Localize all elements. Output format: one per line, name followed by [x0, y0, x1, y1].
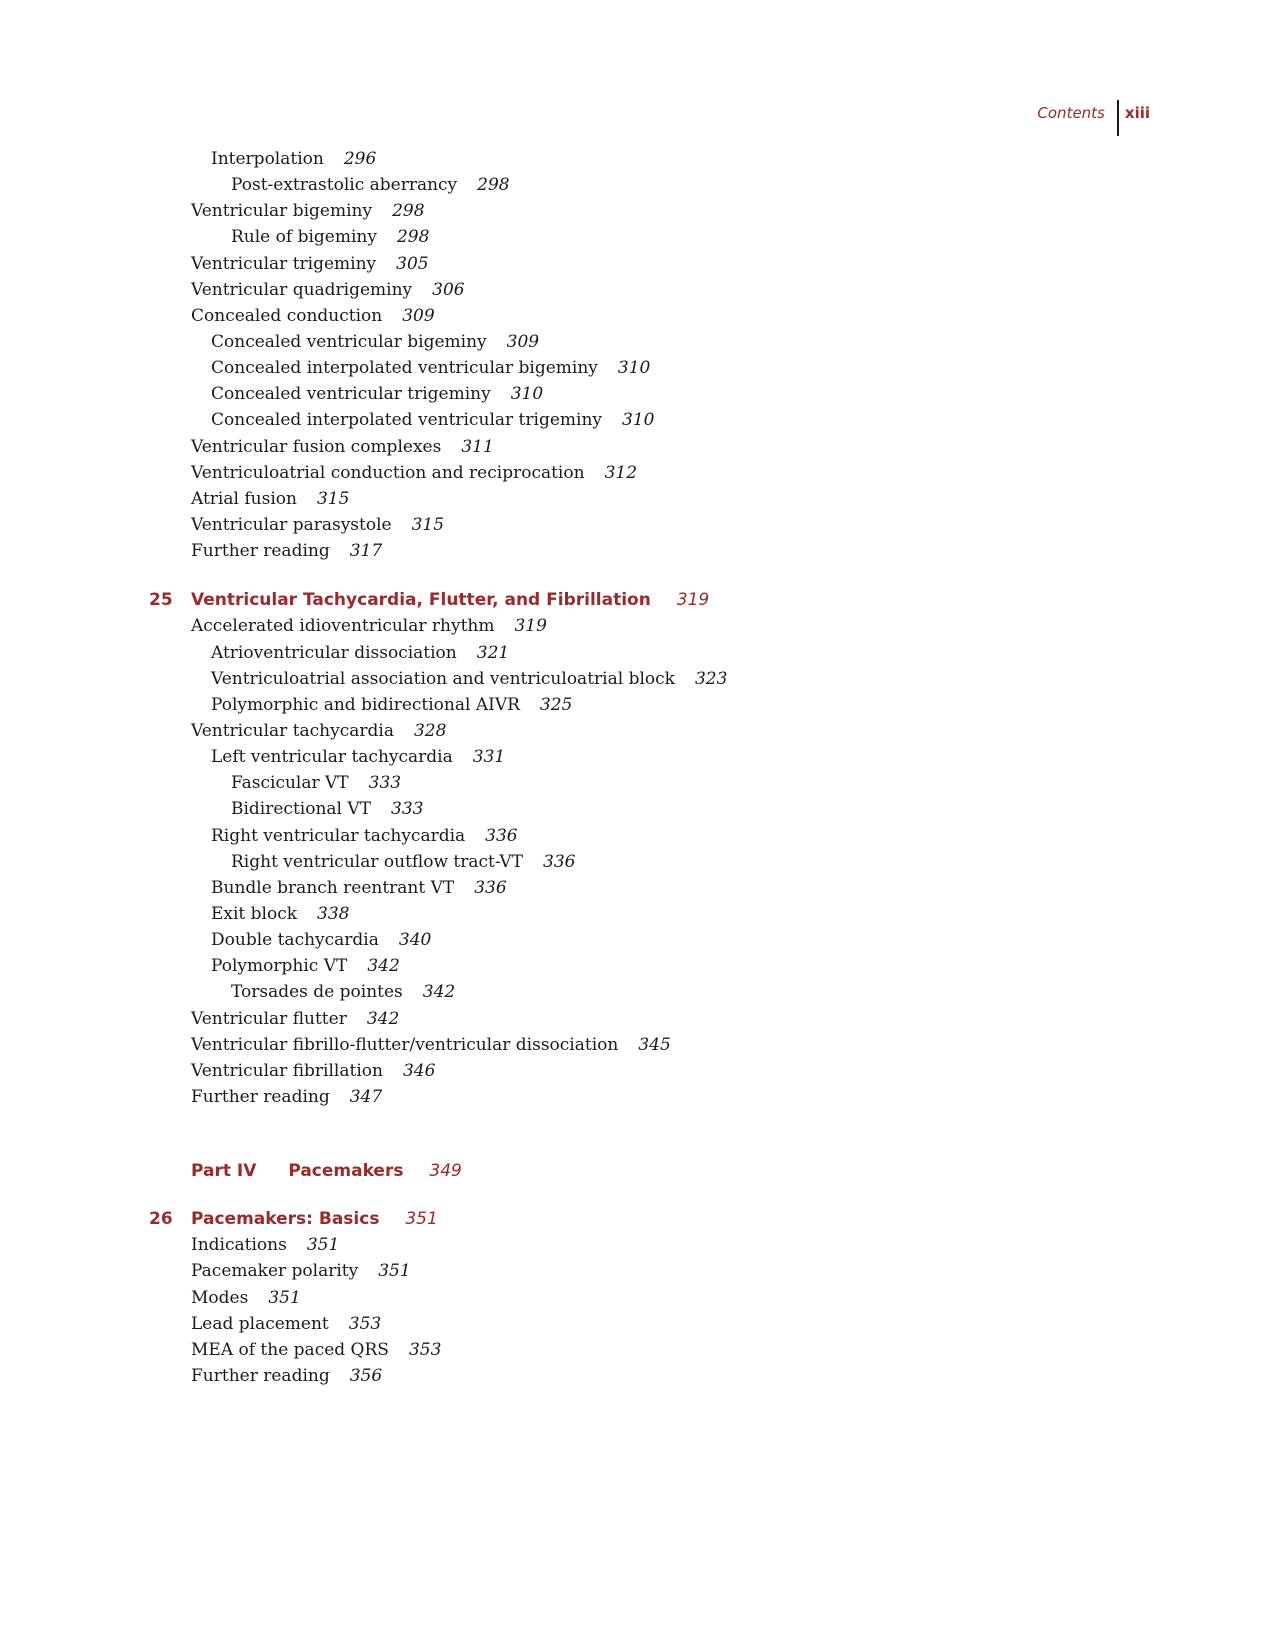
toc-entry-page: 319	[514, 616, 547, 637]
toc-entry[interactable]	[0, 692, 1275, 718]
toc-entry[interactable]	[0, 251, 1275, 277]
toc-entry-page: 338	[317, 903, 350, 924]
toc-entry-page: 345	[638, 1034, 671, 1055]
toc-entry[interactable]	[0, 1058, 1275, 1084]
toc-entry-page: 351	[378, 1261, 411, 1282]
toc-entry-title: Ventricular flutter	[191, 1008, 347, 1029]
toc-entry-page: 321	[476, 642, 510, 663]
toc-entry[interactable]	[0, 303, 1275, 329]
toc-entry[interactable]	[0, 224, 1275, 250]
toc-entry[interactable]	[0, 744, 1275, 770]
toc-entry-title: Ventricular trigeminy	[191, 253, 377, 274]
toc-entry[interactable]	[0, 979, 1275, 1005]
toc-entry-page: 315	[411, 514, 445, 535]
spacer	[0, 564, 1275, 587]
toc-entry-title: Indications	[191, 1235, 287, 1256]
toc-entry-page: 336	[543, 851, 576, 872]
toc-entry-title: Rule of bigeminy	[231, 227, 377, 248]
toc-entry[interactable]	[0, 460, 1275, 486]
toc-entry[interactable]	[0, 796, 1275, 822]
toc-entry[interactable]	[0, 355, 1275, 381]
toc-entry[interactable]	[0, 1337, 1275, 1363]
toc-entry[interactable]	[0, 172, 1275, 198]
toc-entry-title: Concealed ventricular bigeminy	[211, 331, 487, 352]
toc-entry-page: 328	[413, 720, 447, 741]
toc-entry[interactable]	[0, 277, 1275, 303]
toc-entry-page: 312	[604, 462, 638, 483]
toc-entry-page: 310	[510, 384, 544, 405]
toc-entry[interactable]	[0, 486, 1275, 512]
toc-entry-title: Further reading	[191, 541, 330, 562]
toc-entry-title: Exit block	[211, 903, 298, 924]
toc-entry-page: 336	[485, 825, 518, 846]
toc-entry[interactable]	[0, 927, 1275, 953]
toc-entry-page: 351	[306, 1235, 340, 1256]
toc-entry-title: MEA of the paced QRS	[191, 1339, 389, 1360]
toc-entry[interactable]	[0, 1084, 1275, 1110]
toc-entry[interactable]	[0, 1258, 1275, 1284]
toc-entry-title: Ventricular fusion complexes	[191, 436, 442, 457]
toc-entry-page: 306	[432, 279, 465, 300]
toc-entry-page: 298	[477, 175, 510, 196]
toc-entry-title: Further reading	[191, 1366, 330, 1387]
toc-entry-page: 353	[348, 1313, 382, 1334]
toc-entry-title: Ventricular quadrigeminy	[191, 279, 413, 300]
toc-entry[interactable]	[0, 407, 1275, 433]
toc-entry-page: 310	[622, 410, 655, 431]
toc-entry[interactable]	[0, 718, 1275, 744]
toc-entry-page: 346	[402, 1060, 436, 1081]
toc-entry-page: 305	[396, 253, 429, 274]
toc-entry-title: Atrial fusion	[191, 488, 297, 509]
toc-entry-page: 298	[392, 201, 425, 222]
toc-entry-title: Post-extrastolic aberrancy	[231, 175, 458, 196]
toc-entry-page: 336	[474, 877, 507, 898]
toc-entry-title: Ventriculoatrial association and ventriculoatrial block	[211, 668, 675, 689]
toc-entry-title: Ventricular bigeminy	[191, 201, 373, 222]
toc-entry-page: 309	[506, 331, 540, 352]
toc-entry-title: Ventricular parasystole	[191, 514, 392, 535]
toc-entry[interactable]	[0, 640, 1275, 666]
running-head	[1037, 100, 1150, 136]
toc-entry-page: 310	[617, 358, 651, 379]
toc-entry-title: Double tachycardia	[211, 930, 379, 951]
toc-entry[interactable]	[0, 1006, 1275, 1032]
toc-entry[interactable]	[0, 434, 1275, 460]
chapter-number: 26	[149, 1209, 173, 1230]
toc-group-chapter25	[0, 613, 1275, 1110]
toc-chapter-26[interactable]	[0, 1206, 1275, 1232]
spacer	[0, 1110, 1275, 1158]
toc-entry[interactable]	[0, 1285, 1275, 1311]
toc-chapter-25[interactable]	[0, 587, 1275, 613]
running-head-page-number: xiii	[1124, 104, 1150, 122]
toc-entry-page: 333	[368, 773, 402, 794]
toc-entry-title: Concealed conduction	[191, 305, 383, 326]
toc-entry-title: Interpolation	[211, 149, 324, 169]
toc-entry-page: 309	[402, 305, 435, 326]
toc-entry[interactable]	[0, 770, 1275, 796]
toc-entry-title: Torsades de pointes	[231, 982, 403, 1003]
toc-entry-page: 340	[398, 930, 432, 951]
toc-entry[interactable]	[0, 953, 1275, 979]
toc-entry-title: Ventricular tachycardia	[191, 720, 394, 741]
part-page: 349	[429, 1161, 462, 1182]
spacer	[0, 1184, 1275, 1206]
toc-group-chapter24-continued	[0, 146, 1275, 564]
toc-entry-page: 323	[694, 668, 728, 689]
toc-entry-page: 353	[408, 1339, 442, 1360]
toc-entry-title: Further reading	[191, 1086, 330, 1107]
toc-entry[interactable]	[0, 666, 1275, 692]
chapter-page: 351	[405, 1209, 438, 1230]
toc-entry[interactable]	[0, 613, 1275, 639]
toc-entry-title: Ventriculoatrial conduction and reciprocation	[191, 462, 585, 483]
chapter-page: 319	[676, 590, 710, 611]
toc-entry[interactable]	[0, 146, 1275, 172]
chapter-number: 25	[149, 590, 173, 611]
toc-entry-page: 351	[268, 1287, 301, 1308]
toc-entry-title: Ventricular fibrillo-flutter/ventricular dissociation	[191, 1034, 619, 1055]
toc-entry[interactable]	[0, 901, 1275, 927]
toc-entry-page: 317	[349, 541, 383, 562]
toc-entry-title: Polymorphic VT	[211, 956, 348, 977]
toc-entry-title: Polymorphic and bidirectional AIVR	[211, 694, 520, 715]
toc-entry-title: Fascicular VT	[231, 773, 349, 794]
toc-entry[interactable]	[0, 875, 1275, 901]
toc-entry-title: Concealed ventricular trigeminy	[211, 384, 491, 405]
toc-entry-title: Ventricular fibrillation	[191, 1060, 383, 1081]
toc-entry-page: 356	[349, 1366, 383, 1387]
toc-entry-page: 333	[391, 799, 424, 820]
toc-entry-title: Right ventricular tachycardia	[211, 825, 466, 846]
toc-entry[interactable]	[0, 1032, 1275, 1058]
toc-entry-title: Modes	[191, 1287, 249, 1308]
toc-entry-title: Right ventricular outflow tract-VT	[231, 851, 523, 872]
toc-entry-page: 311	[461, 436, 494, 457]
toc-part-4[interactable]	[0, 1158, 1275, 1184]
chapter-title: Pacemakers: Basics	[191, 1209, 380, 1230]
toc-entry-page: 331	[472, 747, 506, 768]
toc-entry-page: 342	[366, 1008, 400, 1029]
toc-entry-page: 347	[349, 1086, 383, 1107]
toc-entry-title: Lead placement	[191, 1313, 329, 1334]
toc-entry[interactable]	[0, 198, 1275, 224]
toc-entry[interactable]	[0, 538, 1275, 564]
toc-entry-page: 315	[316, 488, 350, 509]
toc-entry[interactable]	[0, 1232, 1275, 1258]
table-of-contents	[0, 146, 1275, 1389]
toc-entry-title: Bidirectional VT	[231, 799, 372, 820]
toc-entry[interactable]	[0, 381, 1275, 407]
toc-entry[interactable]	[0, 329, 1275, 355]
toc-entry[interactable]	[0, 823, 1275, 849]
running-head-label: Contents	[1037, 104, 1105, 122]
part-title: Pacemakers	[288, 1161, 404, 1182]
toc-entry-title: Accelerated idioventricular rhythm	[191, 616, 495, 637]
toc-entry-title: Left ventricular tachycardia	[211, 747, 453, 768]
toc-entry-title: Pacemaker polarity	[191, 1261, 359, 1282]
toc-entry-title: Bundle branch reentrant VT	[211, 877, 455, 898]
toc-entry[interactable]	[0, 1363, 1275, 1389]
toc-entry-title: Concealed interpolated ventricular trigeminy	[211, 410, 602, 431]
toc-entry-title: Atrioventricular dissociation	[211, 642, 457, 663]
toc-entry[interactable]	[0, 849, 1275, 875]
toc-entry-page: 342	[367, 956, 400, 977]
toc-entry-page: 296	[343, 149, 377, 169]
toc-entry[interactable]	[0, 512, 1275, 538]
toc-entry-page: 342	[422, 982, 456, 1003]
toc-entry-title: Concealed interpolated ventricular bigeminy	[211, 358, 598, 379]
chapter-title: Ventricular Tachycardia, Flutter, and Fibrillation	[191, 590, 651, 611]
toc-entry[interactable]	[0, 1311, 1275, 1337]
toc-entry-page: 298	[396, 227, 430, 248]
toc-entry-page: 325	[539, 694, 573, 715]
toc-group-chapter26	[0, 1232, 1275, 1389]
part-label: Part IV	[191, 1161, 257, 1182]
